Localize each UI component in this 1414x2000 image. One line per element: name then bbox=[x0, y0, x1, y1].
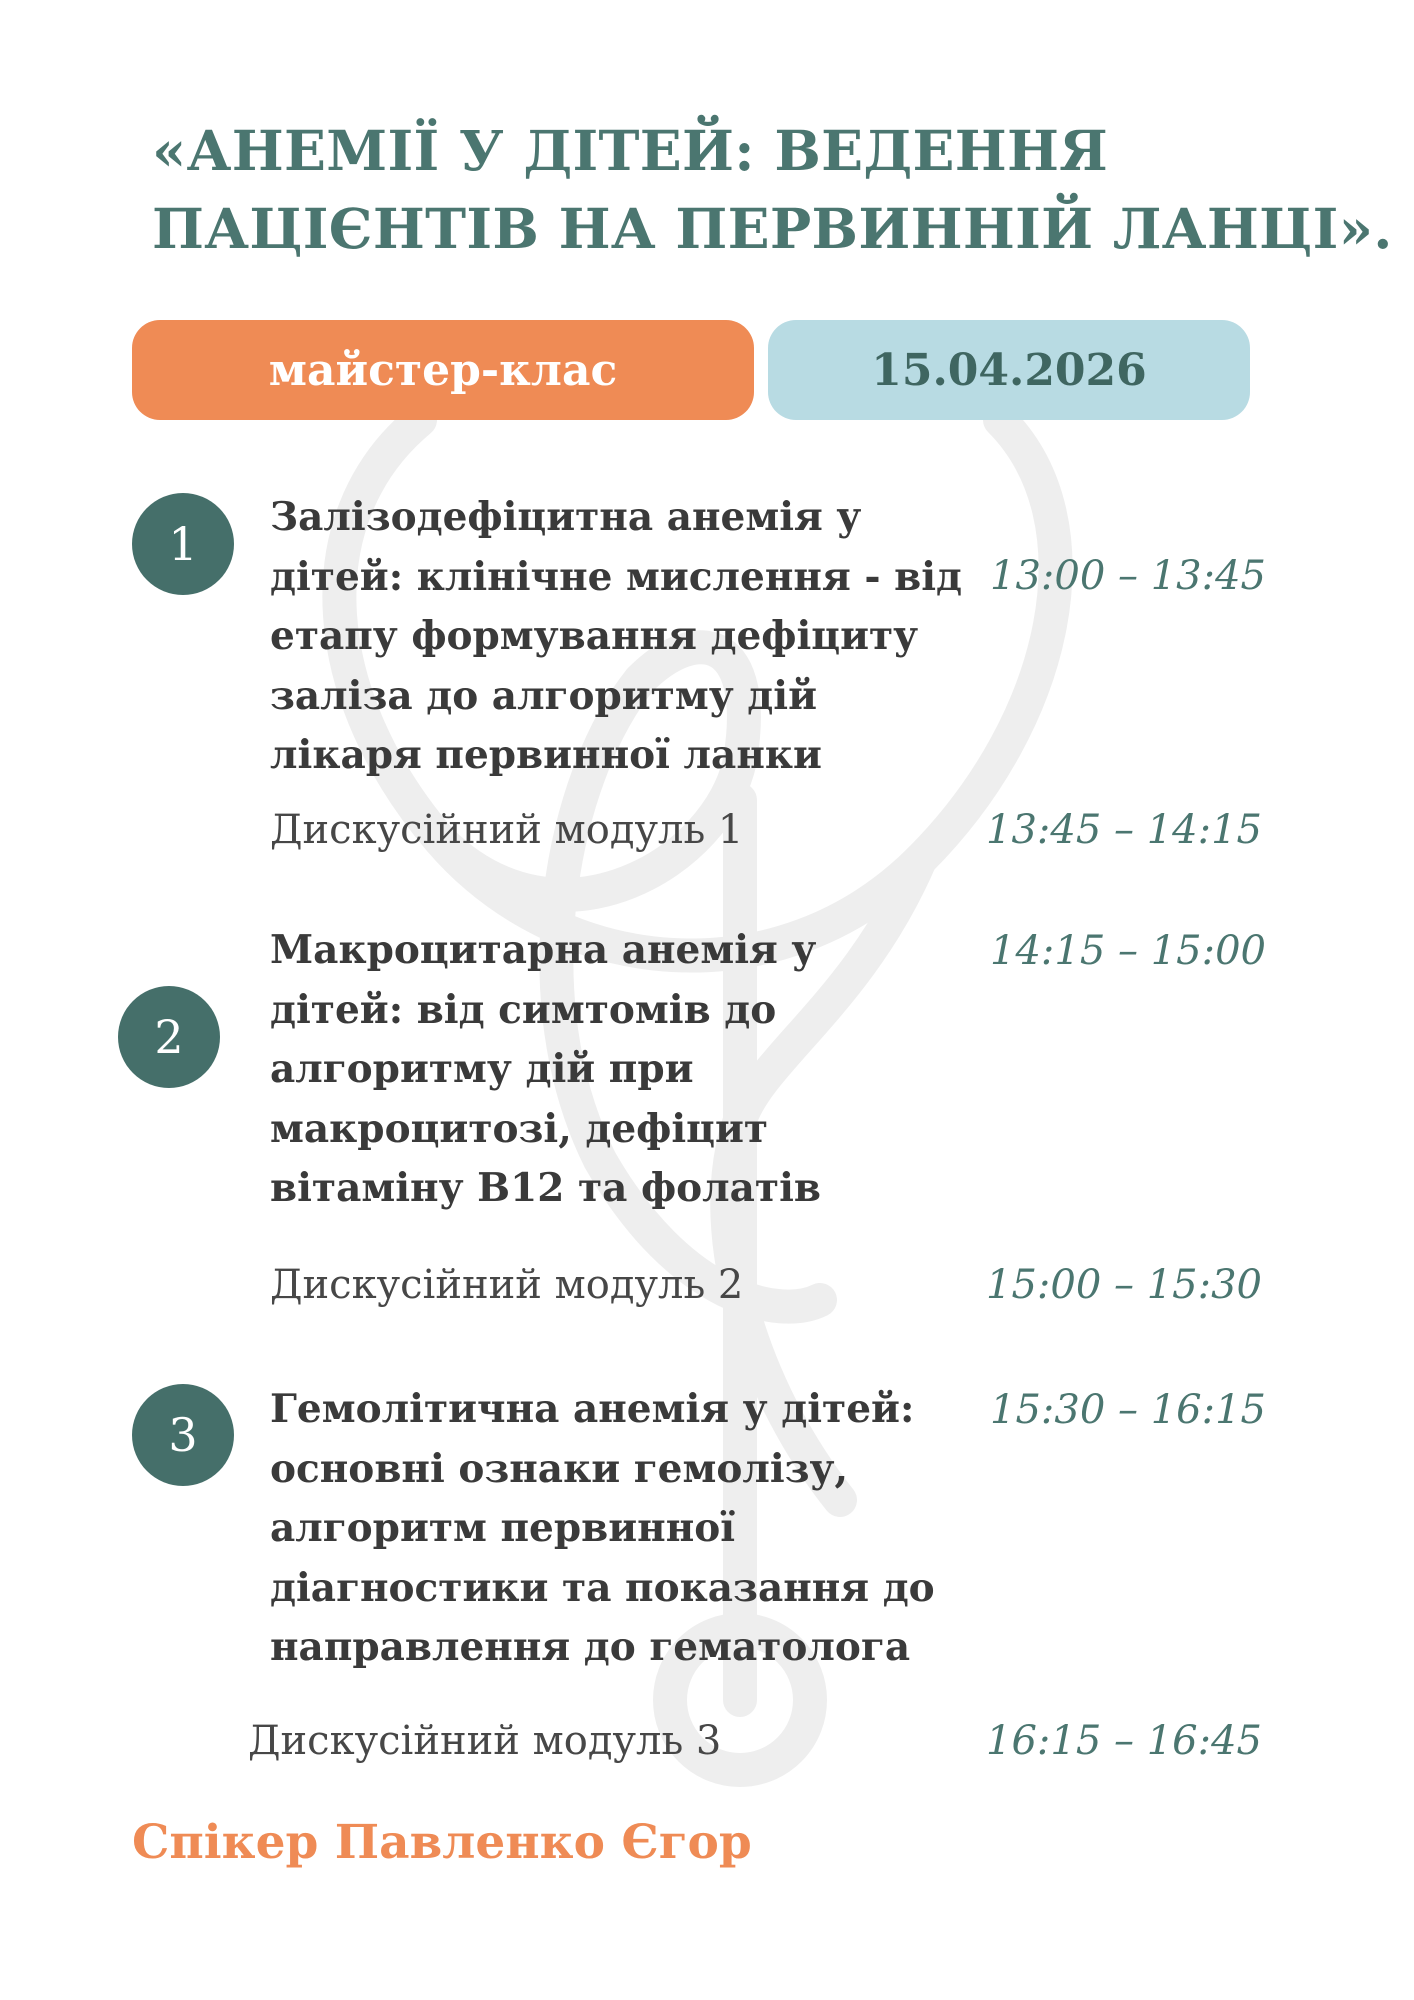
discussion-module-label: Дискусійний модуль 1 bbox=[270, 807, 744, 853]
topic-line: етапу формування дефіциту bbox=[270, 613, 919, 659]
topic-line: Макроцитарна анемія у bbox=[270, 927, 817, 973]
discussion-module-time: 13:45 – 14:15 bbox=[986, 807, 1262, 853]
topic-line: дітей: клінічне мислення - від bbox=[270, 553, 963, 600]
session-number-badge: 2 bbox=[118, 986, 220, 1088]
topic-line: вітаміну В12 та фолатів bbox=[270, 1165, 821, 1211]
topic-line: макроцитозі, дефіцит bbox=[270, 1105, 769, 1152]
topic-line: основні ознаки гемолізу, bbox=[270, 1445, 849, 1492]
page-title-line-2: ПАЦІЄНТІВ НА ПЕРВИННІЙ ЛАНЦІ». bbox=[152, 196, 1393, 261]
date-badge: 15.04.2026 bbox=[768, 320, 1250, 420]
topic-line: Залізодефіцитна анемія у bbox=[270, 494, 862, 540]
speaker-name: Спікер Павленко Єгор bbox=[132, 1815, 752, 1870]
topic-line: алгоритм первинної bbox=[270, 1505, 736, 1551]
topic-line: дітей: від симтомів до bbox=[270, 986, 777, 1033]
session-number-badge: 1 bbox=[132, 493, 234, 595]
topic-line: Гемолітична анемія у дітей: bbox=[270, 1386, 915, 1432]
session-topic bbox=[270, 488, 962, 786]
discussion-module-label: Дискусійний модуль 3 bbox=[248, 1718, 722, 1764]
topic-line: діагностики та показання до bbox=[270, 1564, 935, 1611]
session-time: 13:00 – 13:45 bbox=[990, 553, 1266, 599]
session-time: 15:30 – 16:15 bbox=[990, 1387, 1266, 1433]
session-time: 14:15 – 15:00 bbox=[990, 928, 1266, 974]
topic-line: алгоритму дій при bbox=[270, 1046, 694, 1092]
topic-line: заліза до алгоритму дій bbox=[270, 672, 817, 719]
session-topic bbox=[270, 1380, 935, 1678]
discussion-module-time: 16:15 – 16:45 bbox=[986, 1718, 1262, 1764]
topic-line: лікаря первинної ланки bbox=[270, 732, 822, 778]
discussion-module-time: 15:00 – 15:30 bbox=[986, 1262, 1262, 1308]
session-number-badge: 3 bbox=[132, 1384, 234, 1486]
discussion-module-label: Дискусійний модуль 2 bbox=[270, 1262, 744, 1308]
topic-line: направлення до гематолога bbox=[270, 1624, 911, 1670]
session-topic bbox=[270, 921, 821, 1219]
format-badge: майстер-клас bbox=[132, 320, 754, 420]
page-title-line-1: «АНЕМІЇ У ДІТЕЙ: ВЕДЕННЯ bbox=[152, 118, 1109, 183]
